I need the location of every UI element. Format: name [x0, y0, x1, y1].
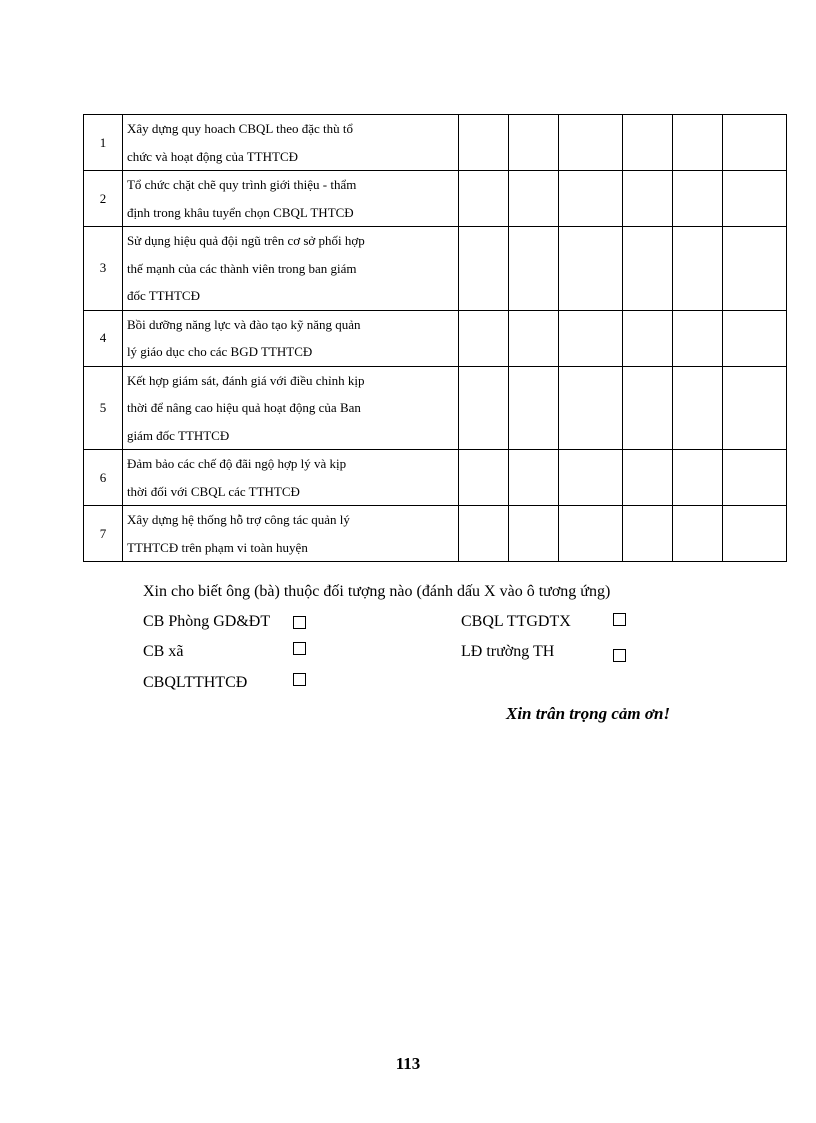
rating-cell[interactable] — [459, 366, 509, 450]
row-content-line: thời đối với CBQL các TTHTCĐ — [126, 483, 300, 499]
rating-cell[interactable] — [673, 227, 723, 311]
respondent-prompt: Xin cho biết ông (bà) thuộc đối tượng nào (đánh dấu X vào ô tương ứng) — [143, 583, 611, 600]
rating-cell[interactable] — [723, 227, 787, 311]
rating-cell[interactable] — [559, 450, 623, 506]
row-content-line: thời để nâng cao hiệu quả hoạt động của Ban — [126, 400, 361, 415]
row-number: 4 — [84, 310, 123, 366]
row-content-line: Sử dụng hiệu quả đội ngũ trên cơ sở phối hợp — [126, 233, 365, 248]
rating-cell[interactable] — [559, 227, 623, 311]
row-number: 5 — [84, 366, 123, 450]
row-number: 3 — [84, 227, 123, 311]
rating-cell[interactable] — [559, 310, 623, 366]
table-row — [84, 171, 787, 227]
row-content-line: Đảm bảo các chế độ đãi ngộ hợp lý và kịp — [126, 456, 347, 471]
rating-cell[interactable] — [623, 227, 673, 311]
row-content-line: Xây dựng hệ thống hỗ trợ công tác quản lý — [126, 512, 350, 527]
rating-cell[interactable] — [673, 171, 723, 227]
rating-cell[interactable] — [459, 171, 509, 227]
table-row — [84, 310, 787, 366]
rating-cell[interactable] — [723, 506, 787, 562]
rating-cell[interactable] — [509, 115, 559, 171]
row-content — [122, 450, 458, 506]
row-number: 1 — [84, 115, 123, 171]
option-label-cbql-ttgdtx: CBQL TTGDTX — [461, 613, 571, 630]
rating-cell[interactable] — [509, 506, 559, 562]
row-content-line: Bồi dưỡng năng lực và đào tạo kỹ năng quản — [126, 316, 361, 332]
row-number: 6 — [84, 450, 123, 506]
table-row — [84, 366, 787, 450]
rating-cell[interactable] — [623, 506, 673, 562]
row-number: 7 — [84, 506, 123, 562]
rating-cell[interactable] — [723, 115, 787, 171]
row-content — [122, 366, 458, 450]
rating-cell[interactable] — [673, 310, 723, 366]
rating-cell[interactable] — [559, 366, 623, 450]
row-content-line: giám đốc TTHTCĐ — [126, 427, 230, 443]
rating-cell[interactable] — [723, 366, 787, 450]
rating-cell[interactable] — [673, 366, 723, 450]
survey-table — [83, 114, 787, 562]
rating-cell[interactable] — [509, 366, 559, 450]
row-content-line: lý giáo dục cho các BGD TTHTCĐ — [126, 344, 313, 359]
row-content-line: chức và hoạt động của TTHTCĐ — [126, 148, 299, 164]
row-content — [122, 506, 458, 562]
row-content-line: Kết hợp giám sát, đánh giá với điều chỉnh kịp — [126, 372, 365, 388]
option-label-cbql-tthtcd: CBQLTTHTCĐ — [143, 674, 248, 691]
checkbox-cbql-ttgdtx[interactable] — [613, 613, 626, 626]
row-content-line: Xây dựng quy hoach CBQL theo đặc thù tổ — [126, 121, 354, 136]
rating-cell[interactable] — [559, 171, 623, 227]
row-content — [122, 227, 458, 311]
rating-cell[interactable] — [459, 310, 509, 366]
page-number: 113 — [395, 1054, 421, 1073]
rating-cell[interactable] — [509, 450, 559, 506]
row-content-line: đốc TTHTCĐ — [126, 288, 200, 303]
rating-cell[interactable] — [459, 227, 509, 311]
row-content-line: Tổ chức chặt chẽ quy trình giới thiệu - thẩm — [126, 177, 357, 192]
checkbox-cbql-tthtcd[interactable] — [293, 673, 306, 686]
row-content — [122, 171, 458, 227]
rating-cell[interactable] — [673, 450, 723, 506]
rating-cell[interactable] — [723, 450, 787, 506]
rating-cell[interactable] — [509, 171, 559, 227]
rating-cell[interactable] — [723, 310, 787, 366]
row-content-line: thế mạnh của các thành viên trong ban giám — [126, 260, 357, 276]
table-row — [84, 227, 787, 311]
option-label-cb-phong: CB Phòng GD&ĐT — [143, 613, 271, 630]
rating-cell[interactable] — [673, 506, 723, 562]
rating-cell[interactable] — [723, 171, 787, 227]
rating-cell[interactable] — [623, 310, 673, 366]
table-row — [84, 115, 787, 171]
row-content — [122, 310, 458, 366]
rating-cell[interactable] — [673, 115, 723, 171]
rating-cell[interactable] — [623, 171, 673, 227]
rating-cell[interactable] — [509, 310, 559, 366]
rating-cell[interactable] — [559, 115, 623, 171]
rating-cell[interactable] — [459, 450, 509, 506]
table-row — [84, 450, 787, 506]
rating-cell[interactable] — [459, 506, 509, 562]
checkbox-cb-phong[interactable] — [293, 616, 306, 629]
option-label-cb-xa: CB xã — [143, 643, 184, 660]
rating-cell[interactable] — [623, 115, 673, 171]
rating-cell[interactable] — [559, 506, 623, 562]
rating-cell[interactable] — [623, 366, 673, 450]
option-label-ld-truong: LĐ trường TH — [461, 643, 555, 660]
rating-cell[interactable] — [509, 227, 559, 311]
row-content — [122, 115, 458, 171]
closing-thanks: Xin trân trọng cảm ơn! — [506, 704, 671, 723]
row-content-line: TTHTCĐ trên phạm vi toàn huyện — [126, 539, 308, 555]
rating-cell[interactable] — [623, 450, 673, 506]
table-row — [84, 506, 787, 562]
checkbox-cb-xa[interactable] — [293, 642, 306, 655]
row-content-line: định trong khâu tuyển chọn CBQL THTCĐ — [126, 204, 354, 220]
checkbox-ld-truong[interactable] — [613, 649, 626, 662]
rating-cell[interactable] — [459, 115, 509, 171]
row-number: 2 — [84, 171, 123, 227]
